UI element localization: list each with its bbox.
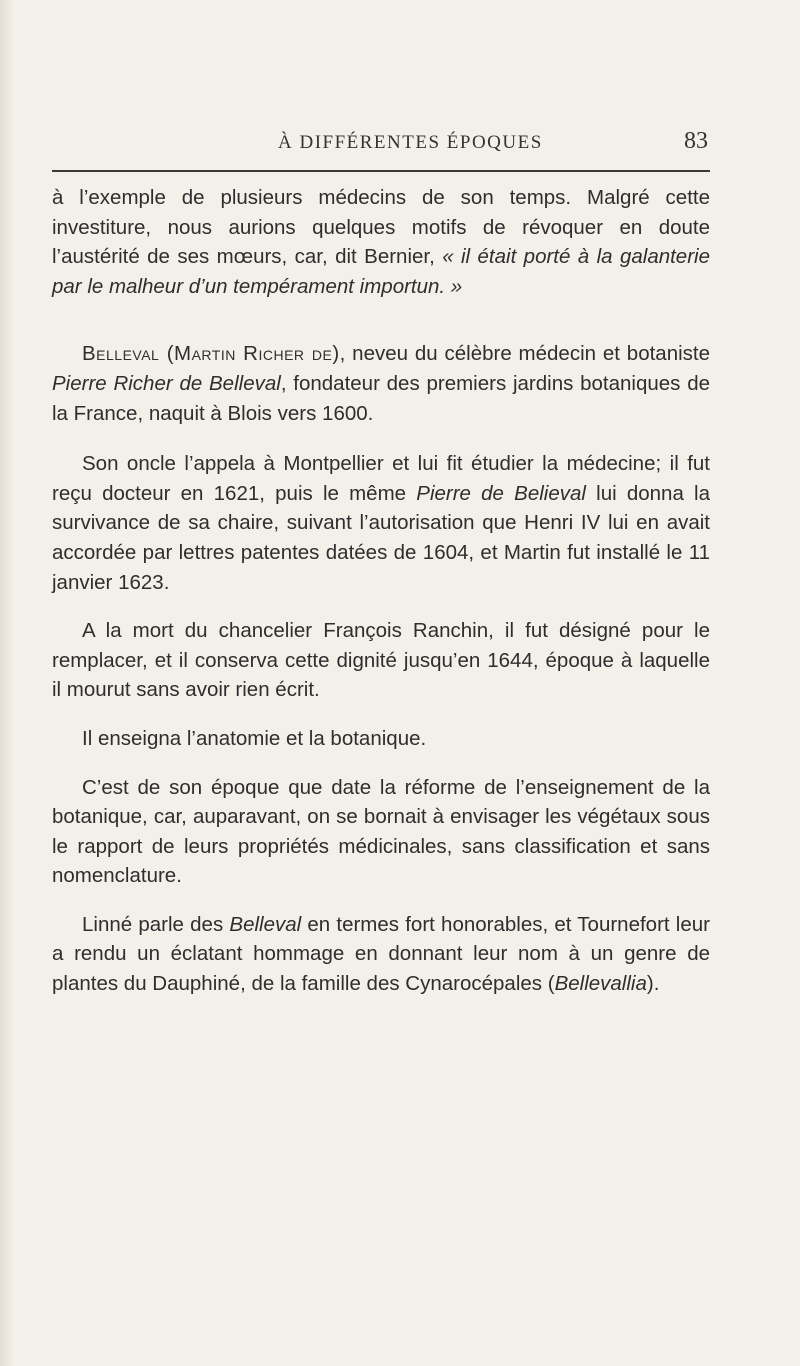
paragraph-linne: Linné parle des Belleval en termes fort honorables, et Tournefort leur a rendu un éclatant hommage en donnant leur nom à un genre de plantes du Dauphiné, de la famille des Cynarocépales (Bellevallia). <box>52 912 710 996</box>
italic-name: Pierre Richer de Belleval <box>52 371 281 395</box>
entry-name-detail: (Martin Richer de) <box>159 342 340 366</box>
body-text <box>52 183 710 999</box>
italic-name: Belleval <box>229 912 302 936</box>
paragraph-chancelier: A la mort du chancelier François Ranchin, il fut désigné pour le remplacer, et il conserva cette dignité jusqu’en 1644, époque à laquelle il mourut sans avoir rien écrit. <box>52 619 710 702</box>
paragraph-continuation: à l’exemple de plusieurs médecins de son temps. Malgré cette investiture, nous aurions quelques motifs de révoquer en doute l’austérité de ses mœurs, car, dit Bernier, « il était porté à la galanterie par le malheur d’un tempérament importun. » <box>52 186 710 298</box>
italic-name: Pierre de Believal <box>416 481 586 505</box>
page-gutter-shadow <box>0 0 14 1366</box>
entry-name: Belleval <box>82 342 160 366</box>
paragraph-enseigna: Il enseigna l’anatomie et la botanique. <box>82 726 427 750</box>
paragraph-belleval-entry: Belleval (Martin Richer de), neveu du célèbre médecin et botaniste Pierre Richer de Belleval, fondateur des premiers jardins botaniques de la France, naquit à Blois vers 1600. <box>52 342 710 425</box>
italic-genus: Bellevallia <box>554 972 647 996</box>
paragraph-reforme: C’est de son époque que date la réforme de l’enseignement de la botanique, car, auparavant, on se bornait à envisager les végétaux sous le rapport de leurs propriétés médicinales, sans classification et sans nomenclature. <box>52 775 710 888</box>
running-head: À DIFFÉRENTES ÉPOQUES <box>278 132 543 153</box>
header-rule <box>52 170 710 172</box>
page-number: 83 <box>684 128 708 154</box>
bernier-quote: « il était porté à la galanterie par le malheur d’un tempérament importun. » <box>52 245 710 298</box>
paragraph-montpellier: Son oncle l’appela à Montpellier et lui fit étudier la médecine; il fut reçu docteur en 1621, puis le même Pierre de Believal lui donna la survivance de sa chaire, suivant l’autorisation que Henri IV lui en avait accordée par lettres patentes datées de 1604, et Martin fut installé le 11 janvier 1623. <box>52 452 710 594</box>
page-header <box>52 128 710 162</box>
